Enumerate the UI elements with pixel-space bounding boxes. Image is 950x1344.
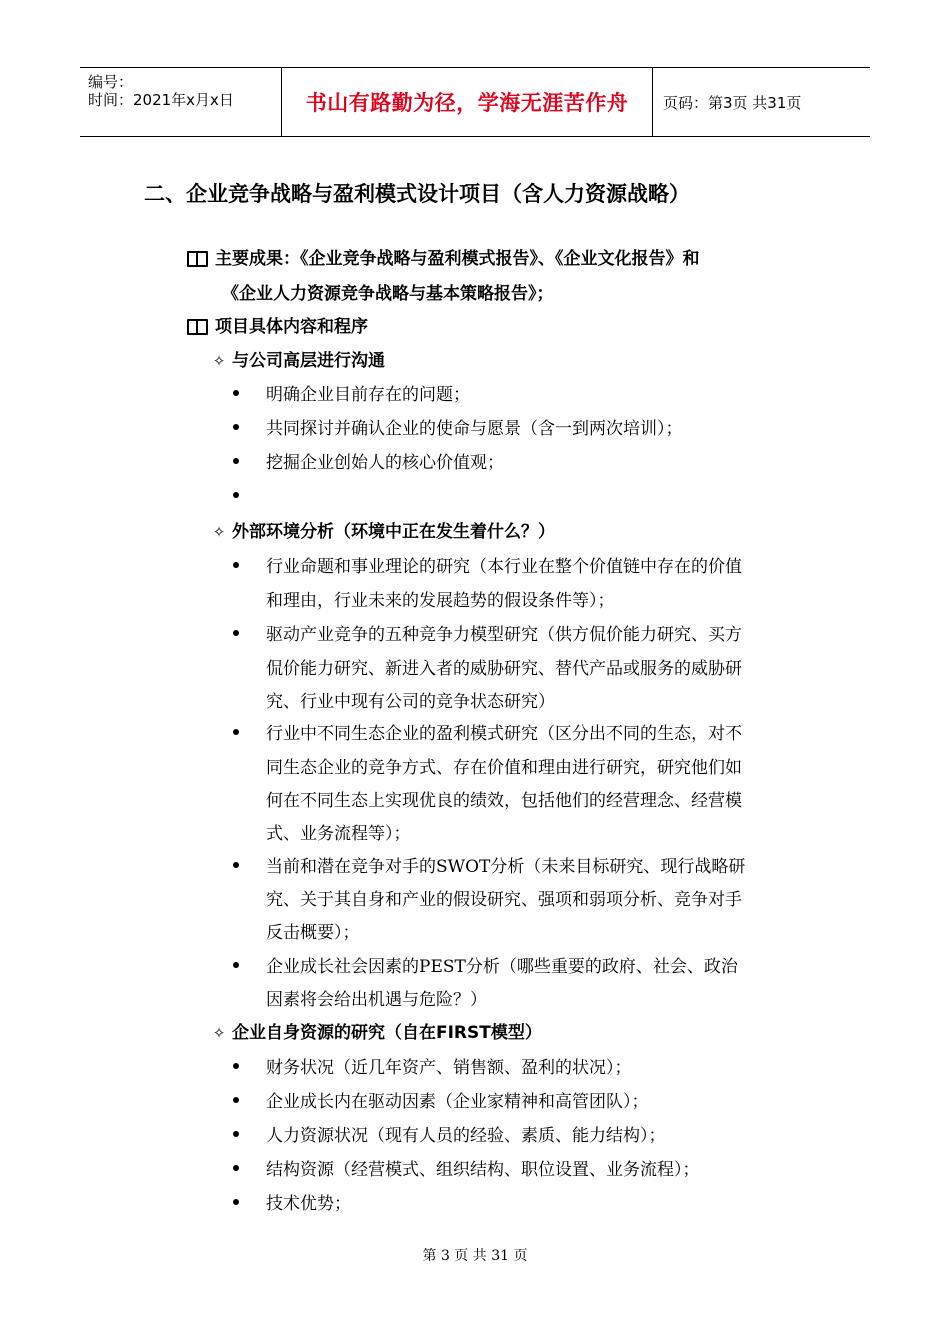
list-item: 技术优势； bbox=[266, 1194, 351, 1214]
project-content-heading bbox=[187, 312, 368, 337]
list-item: 结构资源（经营模式、组织结构、职位设置、业务流程）； bbox=[266, 1160, 700, 1180]
list-item: 挖掘企业创始人的核心价值观； bbox=[266, 453, 504, 473]
list-item: 企业成长内在驱动因素（企业家精神和高管团队）； bbox=[266, 1092, 649, 1112]
section-title: 二、企业竞争战略与盈利模式设计项目（含人力资源战略） bbox=[144, 182, 690, 206]
subsection-2-heading bbox=[210, 517, 555, 542]
subsection-1-heading bbox=[210, 346, 385, 371]
paragraph-line: 当前和潜在竞争对手的SWOT分析（未来目标研究、现行战略研 bbox=[266, 857, 746, 877]
book-icon bbox=[187, 250, 207, 266]
paragraph-line: 同生态企业的竞争方式、存在价值和理由进行研究，研究他们如 bbox=[266, 758, 742, 778]
diamond-icon: ✧ bbox=[212, 352, 226, 370]
bullet-icon bbox=[233, 1199, 239, 1205]
bullet-icon bbox=[233, 390, 239, 396]
bullet-icon bbox=[233, 862, 239, 868]
list-item: 明确企业目前存在的问题； bbox=[266, 385, 470, 405]
main-results-line-1 bbox=[187, 244, 700, 269]
motto: 书山有路勤为径，学海无涯苦作舟 bbox=[305, 91, 629, 115]
bullet-icon bbox=[233, 1131, 239, 1137]
bullet-icon bbox=[233, 729, 239, 735]
list-item: 共同探讨并确认企业的使命与愿景（含一到两次培训）； bbox=[266, 419, 683, 439]
diamond-icon: ✧ bbox=[212, 1024, 226, 1042]
paragraph-line: 因素将会给出机遇与危险？） bbox=[266, 990, 487, 1010]
subsection-1-text: 与公司高层进行沟通 bbox=[232, 351, 385, 371]
paragraph-line: 式、业务流程等）； bbox=[266, 824, 411, 844]
paragraph-line: 侃价能力研究、新进入者的威胁研究、替代产品或服务的威胁研 bbox=[266, 659, 742, 679]
main-results-text-2: 《企业人力资源竞争战略与基本策略报告》； bbox=[222, 284, 554, 304]
number-label: 编号： bbox=[88, 73, 134, 91]
paragraph-line: 驱动产业竞争的五种竞争力模型研究（供方侃价能力研究、买方 bbox=[266, 625, 742, 645]
header-meta bbox=[80, 68, 281, 136]
subsection-3-text: 企业自身资源的研究（自在FIRST模型） bbox=[232, 1023, 542, 1043]
bullet-icon bbox=[233, 458, 239, 464]
main-results-text-1: 主要成果：《企业竞争战略与盈利模式报告》、《企业文化报告》和 bbox=[215, 249, 700, 269]
project-content-text: 项目具体内容和程序 bbox=[215, 317, 368, 337]
bullet-icon bbox=[233, 962, 239, 968]
bullet-icon bbox=[233, 562, 239, 568]
bullet-icon bbox=[233, 1063, 239, 1069]
paragraph-line: 企业成长社会因素的PEST分析（哪些重要的政府、社会、政治 bbox=[266, 957, 738, 977]
header-motto-cell bbox=[281, 68, 653, 136]
bullet-icon bbox=[233, 492, 239, 498]
subsection-2-text: 外部环境分析（环境中正在发生着什么？） bbox=[232, 522, 555, 542]
paragraph-line: 反击概要）； bbox=[266, 923, 360, 943]
bullet-icon bbox=[233, 630, 239, 636]
paragraph-line: 究、关于其自身和产业的假设研究、强项和弱项分析、竞争对手 bbox=[266, 890, 742, 910]
paragraph-line: 和理由，行业未来的发展趋势的假设条件等）； bbox=[266, 591, 615, 611]
page-footer: 第 3 页 共 31 页 bbox=[422, 1248, 528, 1264]
paragraph-line: 行业中不同生态企业的盈利模式研究（区分出不同的生态，对不 bbox=[266, 724, 742, 744]
list-item: 人力资源状况（现有人员的经验、素质、能力结构）； bbox=[266, 1126, 666, 1146]
paragraph-line: 何在不同生态上实现优良的绩效，包括他们的经营理念、经营模 bbox=[266, 791, 742, 811]
bullet-icon bbox=[233, 424, 239, 430]
page-label: 页码：第3页 共31页 bbox=[663, 93, 802, 112]
list-item: 财务状况（近几年资产、销售额、盈利的状况）； bbox=[266, 1058, 632, 1078]
diamond-icon: ✧ bbox=[212, 523, 226, 541]
bullet-icon bbox=[233, 1165, 239, 1171]
bullet-icon bbox=[233, 1097, 239, 1103]
page-header bbox=[80, 67, 870, 137]
paragraph-line: 行业命题和事业理论的研究（本行业在整个价值链中存在的价值 bbox=[266, 557, 742, 577]
paragraph-line: 究、行业中现有公司的竞争状态研究） bbox=[266, 692, 555, 712]
time-label: 时间：2021年x月x日 bbox=[88, 91, 234, 109]
subsection-3-heading bbox=[210, 1018, 542, 1043]
book-icon bbox=[187, 318, 207, 334]
